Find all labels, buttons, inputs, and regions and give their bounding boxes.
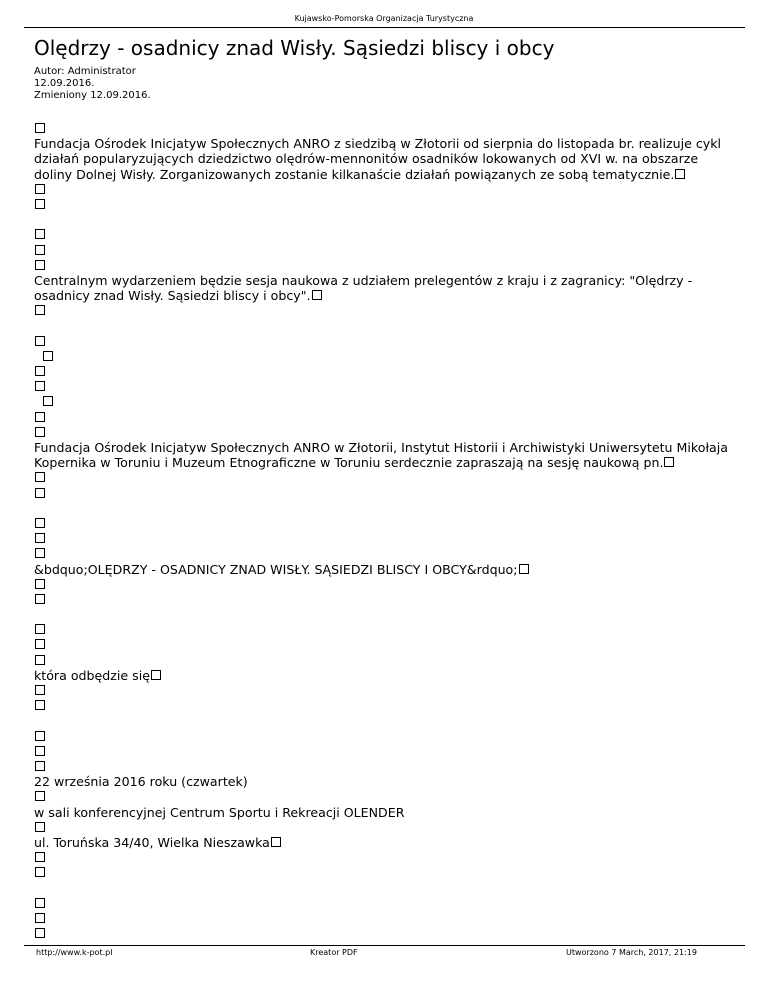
- site-header: Kujawsko-Pomorska Organizacja Turystyczna: [294, 14, 474, 23]
- missing-glyph-box: [35, 731, 45, 741]
- paragraph-central-event: Centralnym wydarzeniem będzie sesja naukowa z udziałem prelegentów z kraju i z zagranicy: "Olędrzy - osadnicy znad Wisły. Sąsiedzi bliscy i obcy".: [34, 272, 693, 304]
- missing-glyph-box: [35, 381, 45, 391]
- missing-glyph-box: [271, 837, 281, 847]
- footer-divider: [24, 945, 745, 946]
- missing-glyph-box: [35, 685, 45, 695]
- missing-glyph-box: [35, 184, 45, 194]
- missing-glyph-box: [35, 199, 45, 209]
- missing-glyph-box: [43, 396, 53, 406]
- which-will-take-place-line: która odbędzie się: [34, 668, 734, 683]
- missing-glyph-box: [519, 564, 529, 574]
- missing-glyph-box: [35, 791, 45, 801]
- session-title-line: &bdquo;OLĘDRZY - OSADNICY ZNAD WISŁY. SĄSIEDZI BLISCY I OBCY&rdquo;: [34, 562, 734, 577]
- missing-glyph-box: [675, 169, 685, 179]
- date-line: 12.09.2016.: [34, 78, 95, 89]
- missing-glyph-box: [35, 366, 45, 376]
- missing-glyph-box: [35, 594, 45, 604]
- missing-glyph-box: [35, 746, 45, 756]
- missing-glyph-box: [35, 305, 45, 315]
- missing-glyph-box: [35, 123, 45, 133]
- missing-glyph-box: [35, 898, 45, 908]
- footer-url: http://www.k-pot.pl: [36, 948, 113, 957]
- missing-glyph-box: [35, 427, 45, 437]
- missing-glyph-box: [35, 867, 45, 877]
- footer-created: Utworzono 7 March, 2017, 21:19: [566, 948, 697, 957]
- missing-glyph-box: [312, 290, 322, 300]
- missing-glyph-box: [35, 761, 45, 771]
- missing-glyph-box: [35, 913, 45, 923]
- missing-glyph-box: [35, 639, 45, 649]
- missing-glyph-box: [35, 533, 45, 543]
- missing-glyph-box: [35, 579, 45, 589]
- event-date-line: 22 września 2016 roku (czwartek): [34, 774, 248, 790]
- missing-glyph-box: [35, 928, 45, 938]
- article-meta: [34, 66, 151, 102]
- missing-glyph-box: [35, 412, 45, 422]
- missing-glyph-box: [35, 700, 45, 710]
- missing-glyph-box: [664, 457, 674, 467]
- paragraph-invitation: Fundacja Ośrodek Inicjatyw Społecznych ANRO w Złotorii, Instytut Historii i Archiwistyki Uniwersytetu Mikołaja Kopernika w Toruniu i Muzeum Etnograficzne w Toruniu serdecznie zapraszają na sesję naukową pn.: [34, 440, 728, 471]
- missing-glyph-box: [35, 472, 45, 482]
- header-divider: [24, 27, 745, 28]
- missing-glyph-box: [35, 624, 45, 634]
- missing-glyph-box: [35, 822, 45, 832]
- missing-glyph-box: [35, 488, 45, 498]
- modified-line: Zmieniony 12.09.2016.: [34, 90, 151, 101]
- missing-glyph-box: [35, 852, 45, 862]
- paragraph-intro: Fundacja Ośrodek Inicjatyw Społecznych ANRO z siedzibą w Złotorii od sierpnia do listopada br. realizuje cykl działań popularyzujących dziedzictwo olędrów-mennonitów osadników lokowanych od XVI w. na obszarze doliny Dolnej Wisły. Zorganizowanych zostanie kilkanaście działań powiązanych ze sobą tematycznie.: [34, 136, 722, 182]
- missing-glyph-box: [35, 518, 45, 528]
- footer-generator: Kreator PDF: [310, 948, 358, 957]
- missing-glyph-box: [35, 229, 45, 239]
- article-body: [34, 121, 734, 941]
- missing-glyph-box: [151, 670, 161, 680]
- article-title: Olędrzy - osadnicy znad Wisły. Sąsiedzi bliscy i obcy: [34, 36, 555, 60]
- missing-glyph-box: [35, 245, 45, 255]
- missing-glyph-box: [35, 655, 45, 665]
- missing-glyph-box: [43, 351, 53, 361]
- missing-glyph-box: [35, 336, 45, 346]
- missing-glyph-box: [35, 260, 45, 270]
- event-venue-line: w sali konferencyjnej Centrum Sportu i Rekreacji OLENDER: [34, 804, 405, 820]
- author-line: Autor: Administrator: [34, 66, 136, 77]
- event-address-line: ul. Toruńska 34/40, Wielka Nieszawka: [34, 835, 734, 850]
- missing-glyph-box: [35, 548, 45, 558]
